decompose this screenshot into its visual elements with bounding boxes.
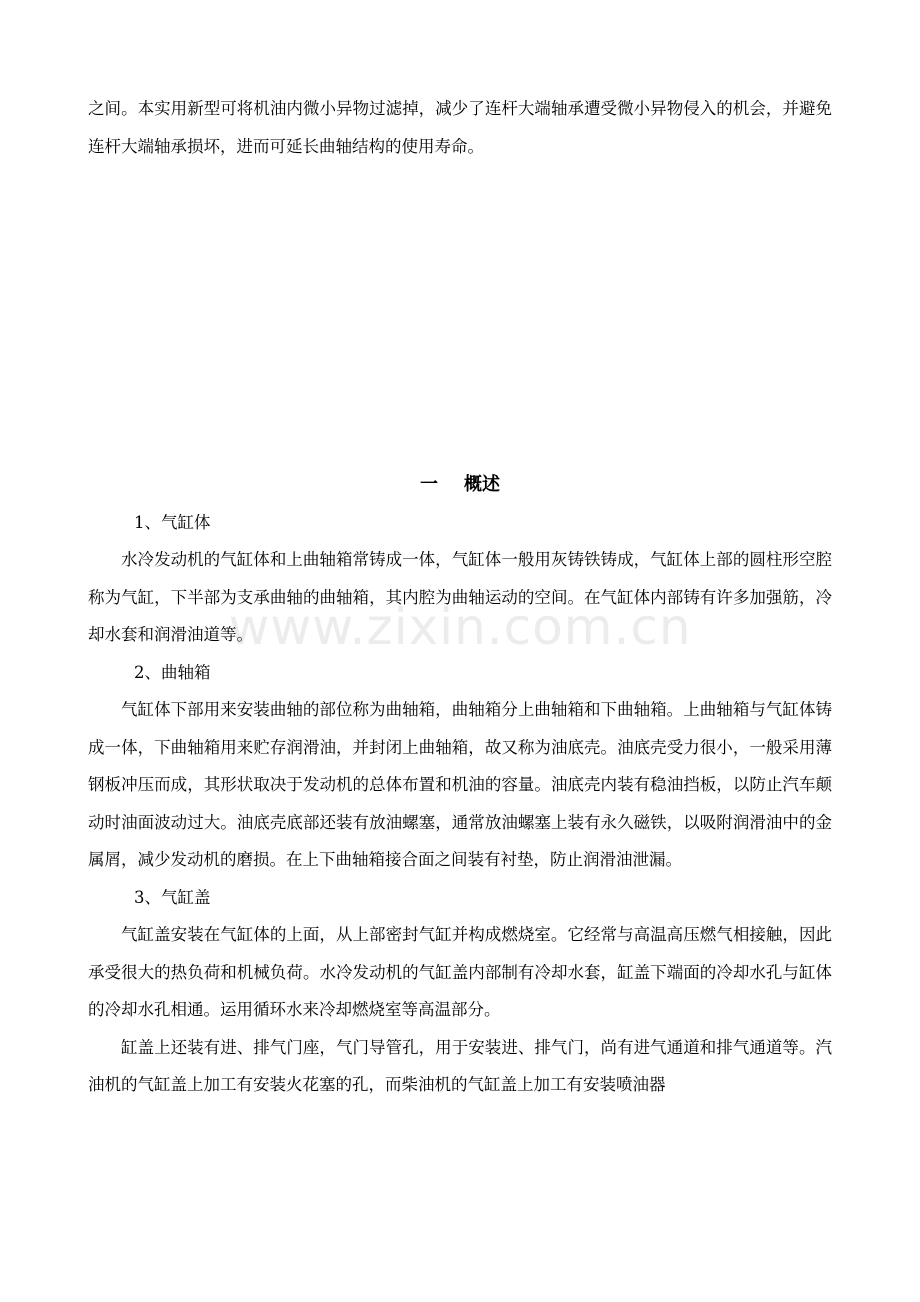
subsection-heading: 2、曲轴箱 bbox=[134, 662, 211, 682]
body-paragraph: 缸盖上还装有进、排气门座，气门导管孔，用于安装进、排气门，尚有进气通道和排气通道等。汽油机的气缸盖上加工有安装火花塞的孔，而柴油机的气缸盖上加工有安装喷油器 bbox=[88, 1037, 832, 1094]
subsection-cylinder-head bbox=[88, 879, 832, 1104]
subsection-heading: 1、气缸体 bbox=[134, 512, 211, 532]
watermark: www.zixin.com.cn bbox=[228, 598, 692, 656]
section-number: 一 bbox=[420, 474, 438, 495]
blank-space bbox=[88, 165, 832, 466]
subsection-cylinder-block bbox=[88, 504, 832, 654]
intro-paragraph: 之间。本实用新型可将机油内微小异物过滤掉，减少了连杆大端轴承遭受微小异物侵入的机会，并避免连杆大端轴承损坏，进而可延长曲轴结构的使用寿命。 bbox=[88, 99, 832, 156]
section-title: 概述 bbox=[464, 474, 500, 495]
body-paragraph: 气缸盖安装在气缸体的上面，从上部密封气缸并构成燃烧室。它经常与高温高压燃气相接触，因此承受很大的热负荷和机械负荷。水冷发动机的气缸盖内部制有冷却水套，缸盖下端面的冷却水孔与缸体的冷却水孔相通。运用循环水来冷却燃烧室等高温部分。 bbox=[88, 925, 832, 1019]
body-paragraph: 水冷发动机的气缸体和上曲轴箱常铸成一体，气缸体一般用灰铸铁铸成，气缸体上部的圆柱形空腔称为气缸，下半部为支承曲轴的曲轴箱，其内腔为曲轴运动的空间。在气缸体内部铸有许多加强筋，冷却水套和润滑油道等。 bbox=[88, 550, 832, 644]
subsection-crankcase bbox=[88, 654, 832, 879]
section-heading bbox=[88, 466, 832, 504]
document-body bbox=[88, 90, 832, 1104]
body-paragraph: 气缸体下部用来安装曲轴的部位称为曲轴箱，曲轴箱分上曲轴箱和下曲轴箱。上曲轴箱与气缸体铸成一体，下曲轴箱用来贮存润滑油，并封闭上曲轴箱，故又称为油底壳。油底壳受力很小，一般采用薄钢板冲压而成，其形状取决于发动机的总体布置和机油的容量。油底壳内装有稳油挡板，以防止汽车颠动时油面波动过大。油底壳底部还装有放油螺塞，通常放油螺塞上装有永久磁铁，以吸附润滑油中的金属屑，减少发动机的磨损。在上下曲轴箱接合面之间装有衬垫，防止润滑油泄漏。 bbox=[88, 700, 832, 869]
subsection-heading: 3、气缸盖 bbox=[134, 887, 211, 907]
